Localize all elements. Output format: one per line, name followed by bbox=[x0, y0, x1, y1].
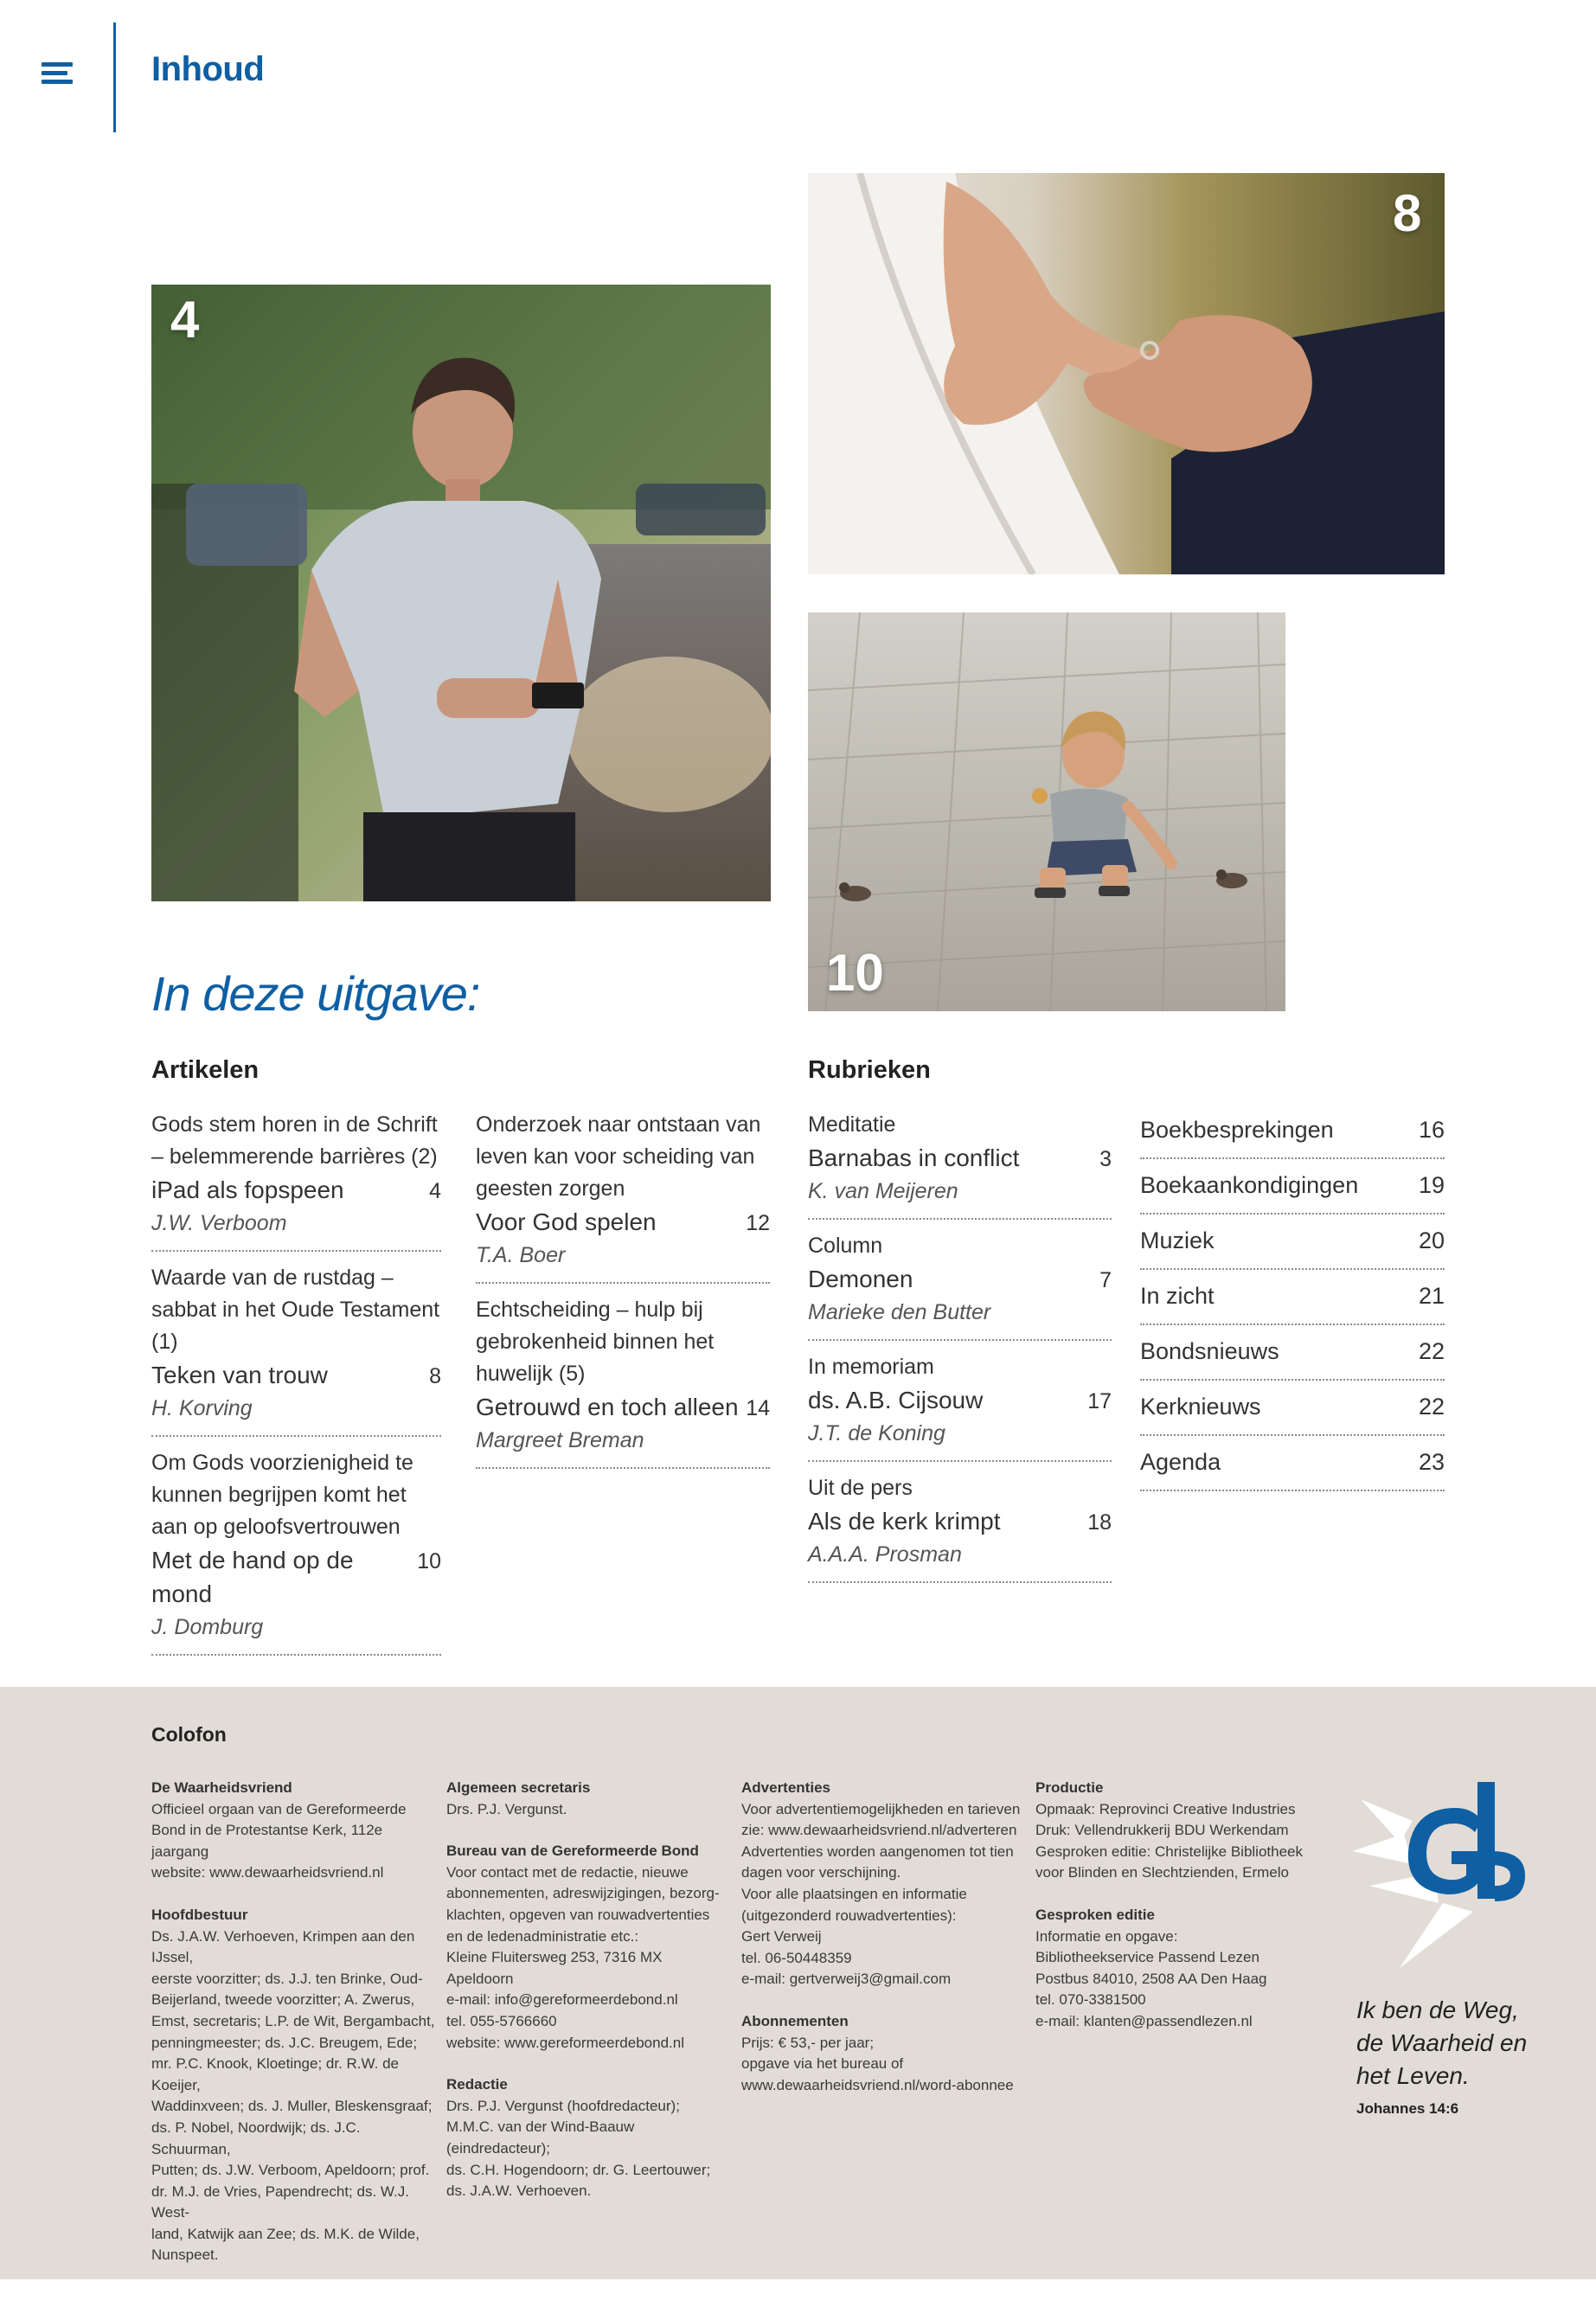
colofon-column-2 bbox=[446, 1778, 732, 2223]
toc-entry-category: Om Gods voorzienigheid te kunnen begrijpen komt het aan op geloofsvertrouwen bbox=[151, 1451, 413, 1539]
colofon-block-line: Opmaak: Reprovinci Creative Industries bbox=[1035, 1800, 1296, 1817]
photo-number-rings: 8 bbox=[1393, 184, 1422, 242]
colofon-block-line: Kleine Fluitersweg 253, 7316 MX Apeldoorn bbox=[446, 1949, 663, 1987]
toc-entry-page: 17 bbox=[1087, 1389, 1112, 1413]
toc-entry-page: 14 bbox=[746, 1396, 770, 1420]
colofon-block-heading: De Waarheidsvriend bbox=[151, 1779, 292, 1796]
colofon-block-heading: Abonnementen bbox=[741, 2012, 849, 2029]
colofon-block-line: Voor advertentiemogelijkheden en tarieven bbox=[741, 1800, 1021, 1817]
rubriek-item-page: 19 bbox=[1418, 1172, 1445, 1198]
section-heading-artikelen: Artikelen bbox=[151, 1056, 260, 1084]
colofon-block-heading: Hoofdbestuur bbox=[151, 1906, 248, 1923]
colofon-block-line: eerste voorzitter; ds. J.J. ten Brinke, Oud- bbox=[151, 1970, 423, 1987]
toc-entry-category: Meditatie bbox=[808, 1112, 896, 1137]
rubriek-item[interactable] bbox=[1140, 1109, 1445, 1159]
colofon-block-line: tel. 06-50448359 bbox=[741, 1949, 852, 1966]
rubrieken-column-1 bbox=[808, 1109, 1112, 1593]
rubriek-item-title: In zicht bbox=[1140, 1283, 1215, 1309]
colofon-block-line: ds. J.A.W. Verhoeven. bbox=[446, 2182, 592, 2200]
toc-entry[interactable] bbox=[151, 1262, 441, 1437]
colofon-block bbox=[151, 1905, 437, 2266]
toc-entry-title-row bbox=[151, 1358, 441, 1392]
toc-entry-title-row bbox=[808, 1262, 1112, 1296]
motto-quote bbox=[1356, 1994, 1527, 2093]
toc-entry-category: Onderzoek naar ontstaan van leven kan voor scheiding van geesten zorgen bbox=[476, 1112, 761, 1201]
colofon-block-line: penningmeester; ds. J.C. Breugem, Ede; bbox=[151, 2034, 418, 2051]
colofon-block-heading: Gesproken editie bbox=[1035, 1906, 1155, 1923]
colofon-block-line: Druk: Vellendrukkerij BDU Werkendam bbox=[1035, 1822, 1289, 1839]
colofon-block-line: Gesproken editie: Christelijke Bibliotheek bbox=[1035, 1843, 1303, 1860]
toc-entry-page: 10 bbox=[417, 1549, 441, 1574]
colofon-block bbox=[741, 2011, 1027, 2096]
toc-entry[interactable] bbox=[476, 1109, 770, 1284]
toc-entry-author: Marieke den Butter bbox=[808, 1300, 991, 1324]
colofon-block-line: opgave via het bureau of bbox=[741, 2055, 904, 2073]
colofon-block-line: e-mail: klanten@passendlezen.nl bbox=[1035, 2012, 1253, 2029]
toc-entry-author: T.A. Boer bbox=[476, 1243, 566, 1267]
colofon-block-line: land, Katwijk aan Zee; ds. M.K. de Wilde, bbox=[151, 2225, 420, 2242]
toc-entry-author: Margreet Breman bbox=[476, 1428, 644, 1452]
toc-entry-category: Uit de pers bbox=[808, 1476, 913, 1500]
colofon-column-1 bbox=[151, 1778, 437, 2287]
colofon-block-line: (uitgezonderd rouwadvertenties): bbox=[741, 1907, 957, 1924]
rubriek-item-title: Bondsnieuws bbox=[1140, 1338, 1279, 1364]
colofon-block-line: Ds. J.A.W. Verhoeven, Krimpen aan den IJssel, bbox=[151, 1927, 415, 1966]
rubriek-item-page: 22 bbox=[1418, 1338, 1445, 1364]
colofon-block bbox=[151, 1778, 437, 1884]
colofon-block-line: website: www.gereformeerdebond.nl bbox=[446, 2034, 684, 2051]
rubriek-item[interactable] bbox=[1140, 1386, 1445, 1436]
toc-entry-title: Getrouwd en toch alleen bbox=[476, 1394, 739, 1420]
colofon-block-line: zie: www.dewaarheidsvriend.nl/adverteren bbox=[741, 1822, 1017, 1839]
colofon-block-line: Emst, secretaris; L.P. de Wit, Bergambacht, bbox=[151, 2012, 435, 2029]
colofon-block-line: en de ledenadministratie etc.: bbox=[446, 1927, 639, 1945]
colofon-block-line: Drs. P.J. Vergunst (hoofdredacteur); bbox=[446, 2097, 680, 2114]
toc-entry-category: Column bbox=[808, 1234, 883, 1258]
toc-entry[interactable] bbox=[808, 1472, 1112, 1583]
colofon-block-line: M.M.C. van der Wind-Baauw (eindredacteur); bbox=[446, 2118, 635, 2157]
toc-entry-title-row bbox=[476, 1205, 770, 1239]
rubriek-item-page: 23 bbox=[1418, 1449, 1445, 1475]
colofon-block-line: dagen voor verschijning. bbox=[741, 1864, 901, 1881]
toc-entry-category: Gods stem horen in de Schrift – belemmerende barrières (2) bbox=[151, 1112, 438, 1169]
colofon-block-line: website: www.dewaarheidsvriend.nl bbox=[151, 1864, 384, 1881]
colofon-title: Colofon bbox=[151, 1723, 227, 1746]
rubriek-item-page: 16 bbox=[1418, 1117, 1445, 1143]
toc-entry-title: iPad als fopspeen bbox=[151, 1176, 344, 1203]
colofon-block-line: mr. P.C. Knook, Kloetinge; dr. R.W. de Koeijer, bbox=[151, 2055, 399, 2093]
artikelen-column-2 bbox=[476, 1109, 770, 1479]
colofon-block-heading: Productie bbox=[1035, 1779, 1104, 1796]
colofon-block-line: Drs. P.J. Vergunst. bbox=[446, 1800, 567, 1817]
toc-entry[interactable] bbox=[808, 1230, 1112, 1341]
toc-entry-author: H. Korving bbox=[151, 1396, 253, 1420]
toc-entry-title: Teken van trouw bbox=[151, 1362, 328, 1388]
toc-entry-category: In memoriam bbox=[808, 1355, 934, 1379]
toc-entry-author: K. van Meijeren bbox=[808, 1179, 958, 1203]
colofon-column-3 bbox=[741, 1778, 1027, 2117]
toc-entry-author: A.A.A. Prosman bbox=[808, 1542, 962, 1567]
rubriek-item-title: Muziek bbox=[1140, 1227, 1215, 1253]
toc-entry-page: 3 bbox=[1099, 1147, 1112, 1171]
rubriek-item[interactable] bbox=[1140, 1164, 1445, 1215]
colofon-block bbox=[741, 1778, 1027, 1990]
toc-entry-page: 18 bbox=[1087, 1510, 1112, 1535]
toc-entry[interactable] bbox=[808, 1109, 1112, 1220]
toc-entry-title-row bbox=[151, 1543, 441, 1611]
motto-reference: Johannes 14:6 bbox=[1356, 2100, 1459, 2117]
motto-line: de Waarheid en bbox=[1356, 2029, 1528, 2056]
colofon-block-line: Postbus 84010, 2508 AA Den Haag bbox=[1035, 1970, 1267, 1987]
colofon-block-heading: Algemeen secretaris bbox=[446, 1779, 591, 1796]
colofon-block-line: ds. C.H. Hogendoorn; dr. G. Leertouwer; bbox=[446, 2161, 711, 2178]
colofon-block-line: Advertenties worden aangenomen tot tien bbox=[741, 1843, 1014, 1860]
colofon-block-line: tel. 055-5766660 bbox=[446, 2012, 557, 2029]
rubriek-item[interactable] bbox=[1140, 1220, 1445, 1270]
rubriek-item-title: Kerknieuws bbox=[1140, 1394, 1261, 1420]
colofon-block-line: Putten; ds. J.W. Verboom, Apeldoorn; prof. bbox=[151, 2162, 430, 2179]
colofon-column-4 bbox=[1035, 1778, 1321, 2054]
colofon-block bbox=[446, 1778, 732, 1820]
issue-heading: In deze uitgave: bbox=[151, 966, 480, 1021]
colofon-block-heading: Advertenties bbox=[741, 1779, 830, 1796]
toc-entry-page: 8 bbox=[429, 1364, 441, 1388]
toc-entry-author: J.T. de Koning bbox=[808, 1421, 945, 1445]
gereformeerde-bond-logo bbox=[1352, 1782, 1525, 1972]
motto-line: Ik ben de Weg, bbox=[1356, 1997, 1519, 2023]
toc-entry-title-row bbox=[808, 1504, 1112, 1538]
toc-entry[interactable] bbox=[151, 1109, 441, 1252]
colofon-block-line: dr. M.J. de Vries, Papendrecht; ds. W.J. West- bbox=[151, 2182, 409, 2221]
toc-entry-title: ds. A.B. Cijsouw bbox=[808, 1387, 984, 1413]
photo-wedding-hands[interactable] bbox=[808, 173, 1445, 574]
colofon-block-line: voor Blinden en Slechtzienden, Ermelo bbox=[1035, 1864, 1289, 1881]
header-divider bbox=[113, 22, 116, 132]
colofon-block-heading: Bureau van de Gereformeerde Bond bbox=[446, 1843, 699, 1860]
page-title: Inhoud bbox=[151, 50, 265, 88]
toc-entry-category: Echtscheiding – hulp bij gebrokenheid binnen het huwelijk (5) bbox=[476, 1298, 715, 1386]
colofon-block-line: Waddinxveen; ds. J. Muller, Bleskensgraaf; bbox=[151, 2098, 433, 2115]
colofon-block-line: Nunspeet. bbox=[151, 2247, 219, 2264]
colofon-block-line: klachten, opgeven van rouwadvertenties bbox=[446, 1906, 710, 1923]
toc-entry-category: Waarde van de rustdag – sabbat in het Oude Testament (1) bbox=[151, 1266, 440, 1354]
photo-number-child: 10 bbox=[826, 944, 884, 1002]
toc-entry-author: J.W. Verboom bbox=[151, 1211, 287, 1235]
toc-entry-title: Met de hand op de mond bbox=[151, 1547, 354, 1607]
colofon-block-line: Officieel orgaan van de Gereformeerde bbox=[151, 1800, 407, 1817]
rubriek-item[interactable] bbox=[1140, 1441, 1445, 1491]
colofon-block-line: Bibliotheekservice Passend Lezen bbox=[1035, 1949, 1259, 1966]
colofon-block-line: abonnementen, adreswijzigingen, bezorg- bbox=[446, 1885, 720, 1902]
rubriek-item-page: 21 bbox=[1418, 1283, 1445, 1309]
colofon-block-line: Voor alle plaatsingen en informatie bbox=[741, 1885, 967, 1902]
colofon-block-heading: Redactie bbox=[446, 2076, 508, 2093]
colofon-block-line: tel. 070-3381500 bbox=[1035, 1991, 1146, 2009]
rubriek-item[interactable] bbox=[1140, 1275, 1445, 1325]
colofon-block-line: Beijerland, tweede voorzitter; A. Zwerus, bbox=[151, 1991, 415, 2009]
colofon-block bbox=[446, 2074, 732, 2202]
colofon-block-line: e-mail: info@gereformeerdebond.nl bbox=[446, 1991, 678, 2009]
toc-entry[interactable] bbox=[476, 1294, 770, 1469]
toc-entry-title-row bbox=[808, 1141, 1112, 1175]
rubriek-item-title: Agenda bbox=[1140, 1449, 1221, 1475]
colofon-block bbox=[1035, 1905, 1321, 2033]
colofon-block-line: www.dewaarheidsvriend.nl/word-abonnee bbox=[741, 2076, 1014, 2093]
colofon-block-line: Gert Verweij bbox=[741, 1928, 822, 1945]
colofon-block-line: Informatie en opgave: bbox=[1035, 1927, 1178, 1945]
toc-entry-title-row bbox=[476, 1390, 770, 1424]
toc-entry[interactable] bbox=[151, 1447, 441, 1656]
colofon-block-line: Bond in de Protestantse Kerk, 112e jaargang bbox=[151, 1822, 383, 1860]
colofon-block bbox=[446, 1841, 732, 2054]
toc-entry-page: 12 bbox=[746, 1211, 770, 1235]
colofon-block bbox=[1035, 1778, 1321, 1884]
colofon-block-line: Prijs: € 53,- per jaar; bbox=[741, 2034, 875, 2051]
motto-line: het Leven. bbox=[1356, 2062, 1470, 2089]
rubriek-item-page: 20 bbox=[1418, 1227, 1445, 1253]
toc-entry[interactable] bbox=[808, 1351, 1112, 1462]
photo-man-with-phone[interactable] bbox=[151, 285, 771, 901]
toc-entry-author: J. Domburg bbox=[151, 1615, 264, 1639]
toc-entry-title-row bbox=[151, 1173, 441, 1207]
toc-entry-page: 4 bbox=[429, 1179, 441, 1203]
section-heading-rubrieken: Rubrieken bbox=[808, 1056, 931, 1084]
rubriek-item[interactable] bbox=[1140, 1330, 1445, 1381]
rubriek-item-title: Boekbesprekingen bbox=[1140, 1117, 1334, 1143]
colofon-block-line: e-mail: gertverweij3@gmail.com bbox=[741, 1971, 952, 1988]
colofon-block-line: ds. P. Nobel, Noordwijk; ds. J.C. Schuurman, bbox=[151, 2118, 361, 2157]
toc-entry-title-row bbox=[808, 1383, 1112, 1417]
rubrieken-column-2 bbox=[1140, 1109, 1445, 1497]
toc-entry-title: Voor God spelen bbox=[476, 1208, 657, 1235]
artikelen-column-1 bbox=[151, 1109, 441, 1666]
menu-icon[interactable] bbox=[42, 62, 73, 90]
photo-number-man: 4 bbox=[170, 291, 200, 349]
rubriek-item-page: 22 bbox=[1418, 1394, 1445, 1420]
rubriek-item-title: Boekaankondigingen bbox=[1140, 1172, 1359, 1198]
toc-entry-title: Als de kerk krimpt bbox=[808, 1508, 1001, 1535]
toc-entry-title: Demonen bbox=[808, 1266, 913, 1292]
colofon-block-line: Voor contact met de redactie, nieuwe bbox=[446, 1863, 689, 1881]
toc-entry-page: 7 bbox=[1099, 1268, 1112, 1292]
toc-entry-title: Barnabas in conflict bbox=[808, 1144, 1020, 1171]
